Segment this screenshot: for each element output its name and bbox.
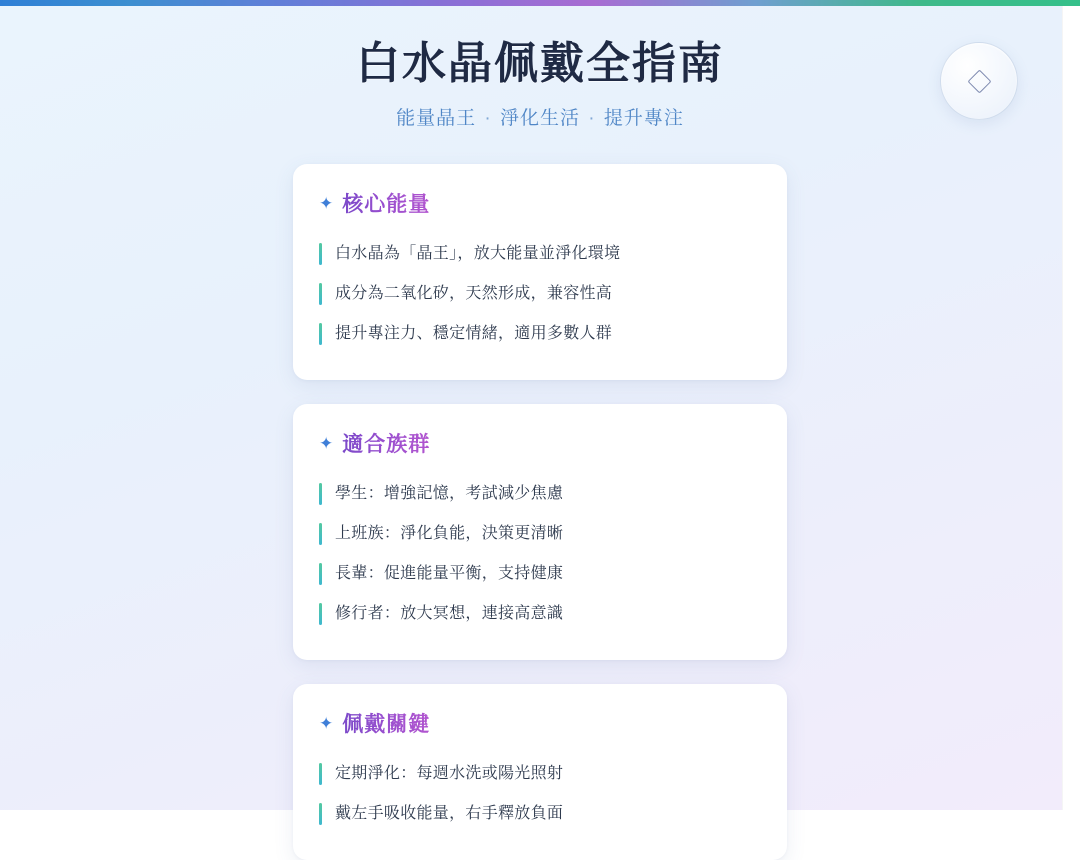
card-target-groups: [293, 404, 787, 660]
card-header: [319, 428, 761, 458]
diamond-badge: [940, 42, 1018, 120]
card-title: 佩戴關鍵: [342, 708, 430, 738]
sparkle-icon: ✦: [319, 193, 334, 213]
list-item: 成分為二氧化矽，天然形成，兼容性高: [319, 274, 761, 314]
card-items: [319, 474, 761, 634]
list-item: 修行者：放大冥想，連接高意識: [319, 594, 761, 634]
list-item: 白水晶為「晶王」，放大能量並淨化環境: [319, 234, 761, 274]
page-subtitle: [0, 103, 1080, 130]
list-item: 戴左手吸收能量，右手釋放負面: [319, 794, 761, 834]
right-edge-strip: [1062, 0, 1080, 810]
subtitle-part-2: 淨化生活: [499, 108, 580, 129]
sparkle-icon: ✦: [319, 713, 334, 733]
list-item: 學生：增強記憶，考試減少焦慮: [319, 474, 761, 514]
list-item: 長輩：促進能量平衡，支持健康: [319, 554, 761, 594]
sparkle-icon: ✦: [319, 433, 334, 453]
card-items: [319, 754, 761, 834]
diamond-icon: [967, 69, 991, 93]
subtitle-part-1: 能量晶王: [396, 108, 477, 129]
list-item: 定期淨化：每週水洗或陽光照射: [319, 754, 761, 794]
card-title: 核心能量: [342, 188, 430, 218]
list-item: 提升專注力、穩定情緒，適用多數人群: [319, 314, 761, 354]
card-list: [293, 164, 787, 860]
card-core-energy: [293, 164, 787, 380]
list-item: 上班族：淨化負能，決策更清晰: [319, 514, 761, 554]
subtitle-separator-1: ·: [484, 108, 492, 129]
card-header: [319, 708, 761, 738]
subtitle-part-3: 提升專注: [603, 108, 684, 129]
top-gradient-bar: [0, 0, 1080, 6]
subtitle-separator-2: ·: [588, 108, 596, 129]
card-title: 適合族群: [342, 428, 430, 458]
card-items: [319, 234, 761, 354]
page-header: [0, 0, 1080, 130]
page-title: 白水晶佩戴全指南: [356, 39, 724, 88]
card-header: [319, 188, 761, 218]
card-wearing-tips: [293, 684, 787, 860]
